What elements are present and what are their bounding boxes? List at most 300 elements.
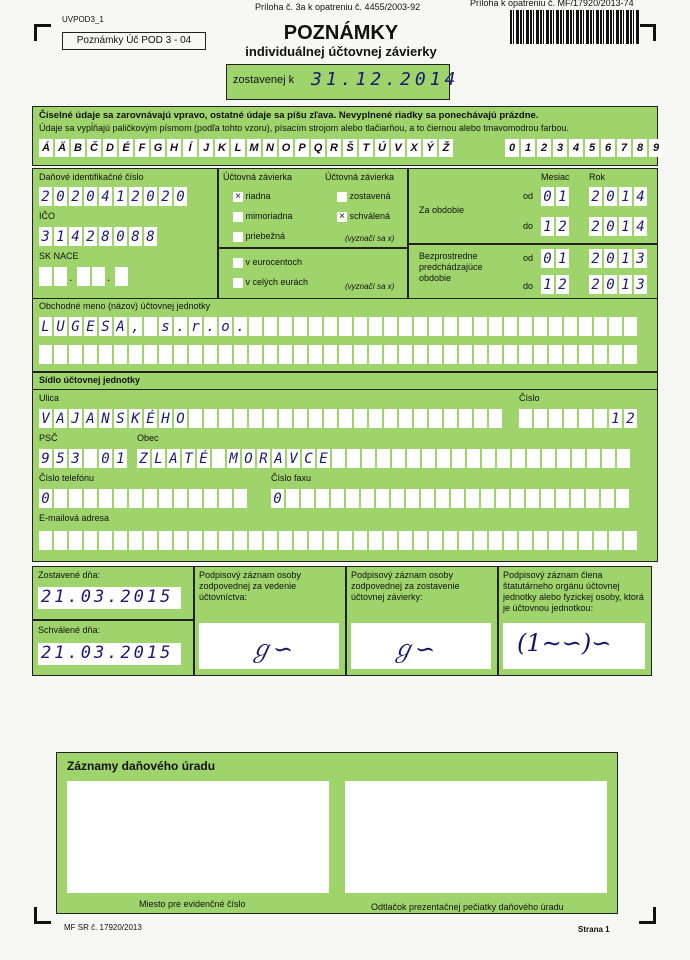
char-cell[interactable] <box>489 531 502 550</box>
company-name-field[interactable] <box>39 317 637 336</box>
char-cell[interactable] <box>451 489 464 508</box>
priebezna-checkbox[interactable] <box>233 232 243 242</box>
char-cell[interactable] <box>414 317 427 336</box>
char-cell[interactable] <box>549 345 562 364</box>
char-cell[interactable]: 2 <box>589 275 602 294</box>
char-cell[interactable] <box>324 317 337 336</box>
obec-field[interactable] <box>137 449 630 468</box>
char-cell[interactable]: 1 <box>114 187 127 206</box>
char-cell[interactable]: 0 <box>604 187 617 206</box>
priebezna-option[interactable] <box>233 231 285 242</box>
zostavenej-value[interactable]: 31.12.2014 <box>311 69 460 90</box>
char-cell[interactable]: 0 <box>541 187 554 206</box>
char-cell[interactable]: 0 <box>271 489 284 508</box>
char-cell[interactable] <box>294 345 307 364</box>
char-cell[interactable] <box>624 317 637 336</box>
char-cell[interactable] <box>189 345 202 364</box>
char-cell[interactable] <box>99 345 112 364</box>
obdobie-do-mesiac[interactable] <box>541 217 569 236</box>
char-cell[interactable] <box>459 531 472 550</box>
char-cell[interactable] <box>579 317 592 336</box>
char-cell[interactable]: G <box>69 317 82 336</box>
char-cell[interactable] <box>594 345 607 364</box>
obdobie-od-mesiac[interactable] <box>541 187 569 206</box>
char-cell[interactable] <box>369 345 382 364</box>
evidencne-cislo-box[interactable] <box>67 781 329 893</box>
char-cell[interactable] <box>347 449 360 468</box>
char-cell[interactable]: A <box>84 409 97 428</box>
char-cell[interactable] <box>309 409 322 428</box>
char-cell[interactable] <box>421 489 434 508</box>
char-cell[interactable] <box>392 449 405 468</box>
char-cell[interactable]: M <box>227 449 240 468</box>
char-cell[interactable] <box>346 489 359 508</box>
char-cell[interactable] <box>332 449 345 468</box>
char-cell[interactable]: 2 <box>556 217 569 236</box>
char-cell[interactable] <box>429 409 442 428</box>
char-cell[interactable] <box>459 345 472 364</box>
char-cell[interactable]: 2 <box>589 187 602 206</box>
char-cell[interactable] <box>549 317 562 336</box>
char-cell[interactable]: 2 <box>589 249 602 268</box>
char-cell[interactable] <box>324 531 337 550</box>
char-cell[interactable] <box>339 317 352 336</box>
char-cell[interactable] <box>399 409 412 428</box>
char-cell[interactable] <box>436 489 449 508</box>
telefon-field[interactable] <box>39 489 247 508</box>
char-cell[interactable] <box>609 317 622 336</box>
char-cell[interactable] <box>399 317 412 336</box>
char-cell[interactable] <box>219 409 232 428</box>
char-cell[interactable]: 0 <box>604 217 617 236</box>
char-cell[interactable]: L <box>39 317 52 336</box>
char-cell[interactable] <box>564 531 577 550</box>
char-cell[interactable] <box>249 345 262 364</box>
char-cell[interactable]: 1 <box>54 227 67 246</box>
char-cell[interactable] <box>129 489 142 508</box>
char-cell[interactable]: 1 <box>556 249 569 268</box>
char-cell[interactable] <box>212 449 225 468</box>
char-cell[interactable] <box>467 449 480 468</box>
char-cell[interactable] <box>204 345 217 364</box>
char-cell[interactable] <box>481 489 494 508</box>
eurocentoch-option[interactable] <box>233 257 302 268</box>
char-cell[interactable] <box>309 345 322 364</box>
char-cell[interactable]: 0 <box>54 187 67 206</box>
char-cell[interactable] <box>504 317 517 336</box>
ico-field[interactable] <box>39 227 157 246</box>
char-cell[interactable]: 5 <box>54 449 67 468</box>
char-cell[interactable] <box>264 409 277 428</box>
sknace-cell[interactable] <box>39 267 52 286</box>
char-cell[interactable] <box>84 489 97 508</box>
char-cell[interactable] <box>617 449 630 468</box>
char-cell[interactable] <box>579 531 592 550</box>
char-cell[interactable] <box>474 317 487 336</box>
char-cell[interactable]: A <box>167 449 180 468</box>
char-cell[interactable] <box>519 317 532 336</box>
char-cell[interactable]: S <box>114 409 127 428</box>
char-cell[interactable] <box>519 345 532 364</box>
char-cell[interactable] <box>294 531 307 550</box>
char-cell[interactable] <box>384 345 397 364</box>
char-cell[interactable]: V <box>287 449 300 468</box>
dic-field[interactable] <box>39 187 187 206</box>
char-cell[interactable] <box>189 489 202 508</box>
char-cell[interactable]: 0 <box>144 187 157 206</box>
char-cell[interactable] <box>174 531 187 550</box>
char-cell[interactable]: U <box>54 317 67 336</box>
char-cell[interactable] <box>429 345 442 364</box>
char-cell[interactable] <box>541 489 554 508</box>
char-cell[interactable] <box>609 531 622 550</box>
char-cell[interactable]: Z <box>137 449 150 468</box>
char-cell[interactable] <box>564 409 577 428</box>
char-cell[interactable] <box>234 489 247 508</box>
char-cell[interactable]: 3 <box>69 449 82 468</box>
char-cell[interactable]: A <box>272 449 285 468</box>
char-cell[interactable]: A <box>114 317 127 336</box>
char-cell[interactable] <box>354 317 367 336</box>
char-cell[interactable] <box>361 489 374 508</box>
char-cell[interactable] <box>324 345 337 364</box>
char-cell[interactable] <box>384 531 397 550</box>
char-cell[interactable]: É <box>197 449 210 468</box>
char-cell[interactable] <box>189 531 202 550</box>
pred-od-mesiac[interactable] <box>541 249 569 268</box>
char-cell[interactable]: o <box>219 317 232 336</box>
char-cell[interactable] <box>286 489 299 508</box>
char-cell[interactable] <box>414 409 427 428</box>
char-cell[interactable]: C <box>302 449 315 468</box>
char-cell[interactable]: A <box>54 409 67 428</box>
char-cell[interactable]: 1 <box>541 275 554 294</box>
char-cell[interactable]: N <box>99 409 112 428</box>
char-cell[interactable] <box>159 489 172 508</box>
char-cell[interactable] <box>354 345 367 364</box>
obdobie-do-rok[interactable] <box>589 217 647 236</box>
char-cell[interactable]: 1 <box>619 217 632 236</box>
char-cell[interactable]: O <box>242 449 255 468</box>
email-field[interactable] <box>39 531 637 550</box>
char-cell[interactable] <box>564 317 577 336</box>
char-cell[interactable]: 0 <box>604 249 617 268</box>
char-cell[interactable]: 2 <box>589 217 602 236</box>
char-cell[interactable]: 2 <box>69 187 82 206</box>
char-cell[interactable] <box>429 317 442 336</box>
char-cell[interactable] <box>474 531 487 550</box>
char-cell[interactable] <box>376 489 389 508</box>
char-cell[interactable] <box>557 449 570 468</box>
celych-eurach-checkbox[interactable] <box>233 278 243 288</box>
char-cell[interactable] <box>144 317 157 336</box>
signature-box-2[interactable] <box>351 623 491 669</box>
pred-do-rok[interactable] <box>589 275 647 294</box>
char-cell[interactable]: 1 <box>541 217 554 236</box>
char-cell[interactable] <box>391 489 404 508</box>
char-cell[interactable] <box>54 345 67 364</box>
char-cell[interactable] <box>301 489 314 508</box>
char-cell[interactable] <box>549 531 562 550</box>
char-cell[interactable]: r <box>189 317 202 336</box>
char-cell[interactable] <box>594 531 607 550</box>
char-cell[interactable]: 1 <box>609 409 622 428</box>
char-cell[interactable] <box>444 409 457 428</box>
schvalena-option[interactable] <box>337 211 390 222</box>
char-cell[interactable]: 1 <box>114 449 127 468</box>
zostavene-value[interactable]: 21.03.2015 <box>38 587 181 609</box>
char-cell[interactable] <box>564 345 577 364</box>
mimoriadna-option[interactable] <box>233 211 293 222</box>
char-cell[interactable]: J <box>69 409 82 428</box>
char-cell[interactable] <box>459 409 472 428</box>
char-cell[interactable] <box>482 449 495 468</box>
char-cell[interactable] <box>316 489 329 508</box>
char-cell[interactable] <box>279 345 292 364</box>
char-cell[interactable] <box>54 489 67 508</box>
char-cell[interactable] <box>534 531 547 550</box>
char-cell[interactable]: 8 <box>99 227 112 246</box>
char-cell[interactable] <box>519 531 532 550</box>
char-cell[interactable]: 2 <box>129 187 142 206</box>
zostavena-option[interactable] <box>337 191 391 202</box>
char-cell[interactable] <box>572 449 585 468</box>
cislo-field[interactable] <box>519 409 637 428</box>
schvalene-value[interactable]: 21.03.2015 <box>38 643 181 665</box>
char-cell[interactable] <box>377 449 390 468</box>
char-cell[interactable] <box>609 345 622 364</box>
char-cell[interactable] <box>234 531 247 550</box>
signature-box-3[interactable] <box>503 623 645 669</box>
char-cell[interactable] <box>444 345 457 364</box>
sknace-cell[interactable] <box>54 267 67 286</box>
char-cell[interactable] <box>459 317 472 336</box>
char-cell[interactable]: . <box>234 317 247 336</box>
char-cell[interactable] <box>324 409 337 428</box>
char-cell[interactable] <box>407 449 420 468</box>
char-cell[interactable]: 4 <box>99 187 112 206</box>
char-cell[interactable] <box>204 489 217 508</box>
obdobie-od-rok[interactable] <box>589 187 647 206</box>
char-cell[interactable] <box>587 449 600 468</box>
char-cell[interactable] <box>69 489 82 508</box>
char-cell[interactable] <box>249 531 262 550</box>
signature-box-1[interactable] <box>199 623 339 669</box>
char-cell[interactable] <box>219 531 232 550</box>
ulica-field[interactable] <box>39 409 502 428</box>
char-cell[interactable] <box>264 317 277 336</box>
char-cell[interactable] <box>54 531 67 550</box>
char-cell[interactable] <box>422 449 435 468</box>
char-cell[interactable] <box>294 409 307 428</box>
char-cell[interactable] <box>414 531 427 550</box>
char-cell[interactable] <box>571 489 584 508</box>
psc-field[interactable] <box>39 449 127 468</box>
char-cell[interactable] <box>39 345 52 364</box>
char-cell[interactable] <box>512 449 525 468</box>
pred-do-mesiac[interactable] <box>541 275 569 294</box>
char-cell[interactable]: , <box>129 317 142 336</box>
char-cell[interactable]: 4 <box>69 227 82 246</box>
char-cell[interactable] <box>204 531 217 550</box>
char-cell[interactable] <box>219 345 232 364</box>
char-cell[interactable] <box>496 489 509 508</box>
char-cell[interactable] <box>452 449 465 468</box>
char-cell[interactable] <box>616 489 629 508</box>
char-cell[interactable] <box>339 409 352 428</box>
char-cell[interactable] <box>84 531 97 550</box>
char-cell[interactable] <box>144 531 157 550</box>
char-cell[interactable]: 2 <box>624 409 637 428</box>
char-cell[interactable] <box>264 531 277 550</box>
char-cell[interactable] <box>504 531 517 550</box>
char-cell[interactable] <box>437 449 450 468</box>
char-cell[interactable] <box>234 345 247 364</box>
char-cell[interactable] <box>406 489 419 508</box>
char-cell[interactable] <box>429 531 442 550</box>
char-cell[interactable]: L <box>152 449 165 468</box>
char-cell[interactable] <box>414 345 427 364</box>
char-cell[interactable] <box>309 317 322 336</box>
char-cell[interactable] <box>444 531 457 550</box>
riadna-checkbox[interactable]: × <box>233 192 243 202</box>
char-cell[interactable] <box>219 489 232 508</box>
char-cell[interactable] <box>339 345 352 364</box>
char-cell[interactable] <box>69 345 82 364</box>
char-cell[interactable] <box>144 345 157 364</box>
char-cell[interactable] <box>384 317 397 336</box>
char-cell[interactable] <box>489 317 502 336</box>
char-cell[interactable] <box>466 489 479 508</box>
char-cell[interactable] <box>369 317 382 336</box>
char-cell[interactable]: 0 <box>39 489 52 508</box>
char-cell[interactable] <box>526 489 539 508</box>
char-cell[interactable] <box>534 345 547 364</box>
char-cell[interactable]: . <box>204 317 217 336</box>
sknace-cell[interactable] <box>92 267 105 286</box>
char-cell[interactable] <box>369 409 382 428</box>
char-cell[interactable] <box>474 345 487 364</box>
char-cell[interactable] <box>601 489 614 508</box>
char-cell[interactable]: 0 <box>541 249 554 268</box>
char-cell[interactable] <box>339 531 352 550</box>
char-cell[interactable] <box>624 531 637 550</box>
char-cell[interactable] <box>294 317 307 336</box>
zostavena-checkbox[interactable] <box>337 192 347 202</box>
char-cell[interactable]: 2 <box>159 187 172 206</box>
char-cell[interactable]: K <box>129 409 142 428</box>
sknace-cell[interactable] <box>77 267 90 286</box>
sknace-cell[interactable] <box>115 267 128 286</box>
char-cell[interactable] <box>534 409 547 428</box>
char-cell[interactable] <box>309 531 322 550</box>
char-cell[interactable] <box>39 531 52 550</box>
char-cell[interactable]: S <box>99 317 112 336</box>
char-cell[interactable]: 4 <box>634 217 647 236</box>
char-cell[interactable]: . <box>174 317 187 336</box>
char-cell[interactable]: 3 <box>634 275 647 294</box>
char-cell[interactable] <box>264 345 277 364</box>
char-cell[interactable] <box>474 409 487 428</box>
char-cell[interactable]: 2 <box>556 275 569 294</box>
char-cell[interactable]: s <box>159 317 172 336</box>
char-cell[interactable]: T <box>182 449 195 468</box>
schvalena-checkbox[interactable]: × <box>337 212 347 222</box>
char-cell[interactable] <box>384 409 397 428</box>
char-cell[interactable] <box>99 531 112 550</box>
char-cell[interactable] <box>542 449 555 468</box>
char-cell[interactable] <box>129 531 142 550</box>
sknace-field[interactable] <box>39 267 128 287</box>
riadna-option[interactable] <box>233 191 271 202</box>
char-cell[interactable] <box>279 317 292 336</box>
char-cell[interactable] <box>174 345 187 364</box>
char-cell[interactable] <box>579 409 592 428</box>
char-cell[interactable] <box>84 345 97 364</box>
char-cell[interactable] <box>249 317 262 336</box>
char-cell[interactable] <box>99 489 112 508</box>
char-cell[interactable] <box>69 531 82 550</box>
char-cell[interactable] <box>579 345 592 364</box>
char-cell[interactable] <box>279 409 292 428</box>
char-cell[interactable] <box>594 409 607 428</box>
char-cell[interactable] <box>159 531 172 550</box>
char-cell[interactable] <box>497 449 510 468</box>
char-cell[interactable] <box>174 489 187 508</box>
char-cell[interactable] <box>331 489 344 508</box>
char-cell[interactable] <box>519 409 532 428</box>
char-cell[interactable]: 0 <box>174 187 187 206</box>
char-cell[interactable]: R <box>257 449 270 468</box>
char-cell[interactable]: 3 <box>634 249 647 268</box>
char-cell[interactable]: 0 <box>114 227 127 246</box>
char-cell[interactable]: E <box>84 317 97 336</box>
char-cell[interactable] <box>399 345 412 364</box>
char-cell[interactable]: 2 <box>84 227 97 246</box>
char-cell[interactable] <box>114 345 127 364</box>
char-cell[interactable]: 0 <box>604 275 617 294</box>
char-cell[interactable]: 1 <box>619 187 632 206</box>
char-cell[interactable]: V <box>39 409 52 428</box>
char-cell[interactable] <box>624 345 637 364</box>
char-cell[interactable] <box>504 345 517 364</box>
char-cell[interactable] <box>354 531 367 550</box>
char-cell[interactable]: 2 <box>39 187 52 206</box>
char-cell[interactable] <box>189 409 202 428</box>
mimoriadna-checkbox[interactable] <box>233 212 243 222</box>
char-cell[interactable] <box>369 531 382 550</box>
char-cell[interactable] <box>354 409 367 428</box>
char-cell[interactable] <box>444 317 457 336</box>
char-cell[interactable]: 0 <box>84 187 97 206</box>
char-cell[interactable]: E <box>317 449 330 468</box>
char-cell[interactable] <box>602 449 615 468</box>
char-cell[interactable] <box>114 531 127 550</box>
char-cell[interactable]: 0 <box>99 449 112 468</box>
char-cell[interactable] <box>511 489 524 508</box>
char-cell[interactable]: H <box>159 409 172 428</box>
char-cell[interactable] <box>594 317 607 336</box>
char-cell[interactable] <box>362 449 375 468</box>
char-cell[interactable]: 4 <box>634 187 647 206</box>
char-cell[interactable] <box>129 345 142 364</box>
char-cell[interactable]: 8 <box>144 227 157 246</box>
char-cell[interactable] <box>489 345 502 364</box>
char-cell[interactable] <box>534 317 547 336</box>
char-cell[interactable]: 8 <box>129 227 142 246</box>
char-cell[interactable]: É <box>144 409 157 428</box>
char-cell[interactable] <box>556 489 569 508</box>
